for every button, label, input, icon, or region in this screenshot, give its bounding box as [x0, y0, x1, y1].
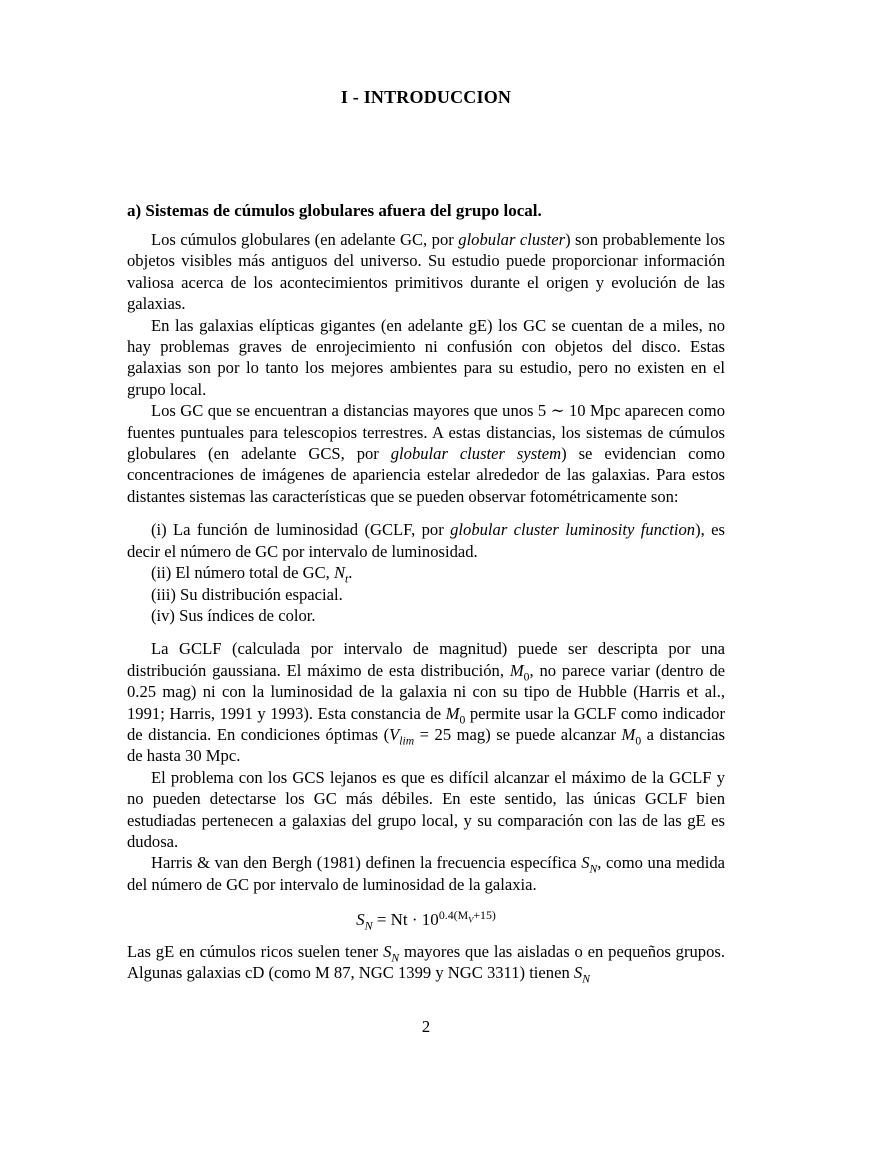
- text-run: a distancias de hasta 30 Mpc.: [127, 724, 725, 766]
- math-symbol: S: [383, 941, 392, 961]
- list-item: (iv) Sus índices de color.: [151, 605, 316, 625]
- paragraph-7: [127, 941, 725, 984]
- page-number: 2: [421, 1017, 431, 1036]
- text-run: (i) La función de luminosidad (GCLF, por: [151, 520, 451, 540]
- math-symbol: M: [509, 660, 524, 680]
- text-run: , no parece variar (dentro de 0.25 mag) ni con la luminosidad de la galaxia ni con su tipo de Hubble (Harris et al., 1991; Harris, 1991 y 1993). Esta constancia de: [127, 660, 725, 723]
- math-subscript: N: [364, 918, 373, 933]
- text-run: ) son probablemente los objetos visibles más antiguos del universo. Su estudio puede proporcionar información valiosa acerca de los acontecimientos primitivos durante el origen y evolución de las galaxias.: [127, 230, 725, 314]
- text-run: mayores que las aisladas o en pequeños grupos. Algunas galaxias cD (como M 87, NGC 1399 y NGC 3311) tienen: [127, 941, 725, 982]
- text-run: .: [348, 563, 353, 583]
- math-subscript: V: [468, 914, 474, 924]
- observables-list: [127, 519, 725, 626]
- text-run: , como una medida del número de GC por intervalo de luminosidad de la galaxia.: [127, 853, 725, 894]
- paragraph-1: [127, 229, 725, 315]
- paragraph-5: El problema con los GCS lejanos es que es difícil alcanzar el máximo de la GCLF y no pueden detectarse los GC más débiles. En este sentido, las únicas GCLF bien estudiadas pertenecen a galaxias del grupo local, y su comparación con las de las gE es dudosa.: [127, 767, 725, 851]
- math-subscript: t: [345, 572, 349, 586]
- math-symbol: V: [389, 724, 400, 744]
- math-subscript: N: [391, 950, 400, 964]
- text-run: ), es decir el número de GC por intervalo de luminosidad.: [127, 520, 725, 561]
- math-subscript: N: [582, 972, 590, 986]
- section-heading: a) Sistemas de cúmulos globulares afuera del grupo local.: [127, 201, 542, 220]
- math-symbol: S: [573, 963, 583, 982]
- math-symbol: S: [581, 853, 590, 873]
- italic-term: globular cluster luminosity function: [450, 520, 696, 540]
- math-symbol: N: [333, 563, 346, 583]
- list-item: (iii) Su distribución espacial.: [151, 584, 343, 604]
- text-run: (ii) El número total de GC,: [151, 563, 334, 583]
- text-run: Harris & van den Bergh (1981) definen la frecuencia específica: [151, 853, 582, 873]
- document-page: [127, 0, 725, 1155]
- specific-frequency-equation: [127, 907, 725, 933]
- text-run: Las gE en cúmulos ricos suelen tener: [127, 941, 384, 961]
- math-symbol: M: [445, 703, 460, 723]
- math-symbol: M: [621, 724, 636, 744]
- math-subscript: 0: [635, 734, 642, 748]
- math-exponent: +15): [473, 907, 496, 922]
- italic-term: globular cluster system: [390, 444, 562, 464]
- paragraph-3: [127, 400, 725, 507]
- text-run: = 25 mag) se puede alcanzar: [414, 724, 622, 744]
- italic-term: globular cluster: [458, 230, 566, 249]
- list-item: [127, 562, 725, 586]
- math-subscript: N: [589, 862, 598, 876]
- math-subscript: lim: [399, 734, 415, 748]
- math-exponent: 0.4(M: [438, 907, 469, 922]
- text-run: La GCLF (calculada por intervalo de magnitud) puede ser descripta por una distribución gaussiana. El máximo de esta distribución,: [127, 639, 725, 680]
- text-run: Los GC que se encuentran a distancias mayores que unos 5 ∼ 10 Mpc aparecen como fuentes puntuales para telescopios terrestres. A estas distancias, los sistemas de cúmulos globulares (en adelante GCS, por: [127, 401, 725, 464]
- list-item: [127, 519, 725, 562]
- body-text: [127, 229, 725, 986]
- paragraph-2: En las galaxias elípticas gigantes (en adelante gE) los GC se cuentan de a miles, no hay problemas graves de enrojecimiento ni confusión con objetos del disco. Estas galaxias son por lo tanto los mejores ambientes para su estudio, pero no existen en el grupo local.: [127, 315, 725, 399]
- math-subscript: 0: [523, 670, 530, 684]
- chapter-title: I - INTRODUCCION: [340, 87, 512, 107]
- math-subscript: 0: [459, 712, 466, 726]
- text-run: ) se evidencian como concentraciones de imágenes de apariencia estelar alrededor de las galaxias. Para estos distantes sistemas las características que se pueden observar fotométricamente son:: [127, 444, 725, 506]
- text-run: Los cúmulos globulares (en adelante GC, por: [151, 230, 459, 249]
- math-expression: = Nt · 10: [372, 910, 439, 930]
- math-symbol: S: [356, 910, 365, 930]
- paragraph-4: [127, 638, 725, 766]
- text-run: permite usar la GCLF como indicador de distancia. En condiciones óptimas (: [127, 703, 725, 744]
- paragraph-6: [127, 852, 725, 895]
